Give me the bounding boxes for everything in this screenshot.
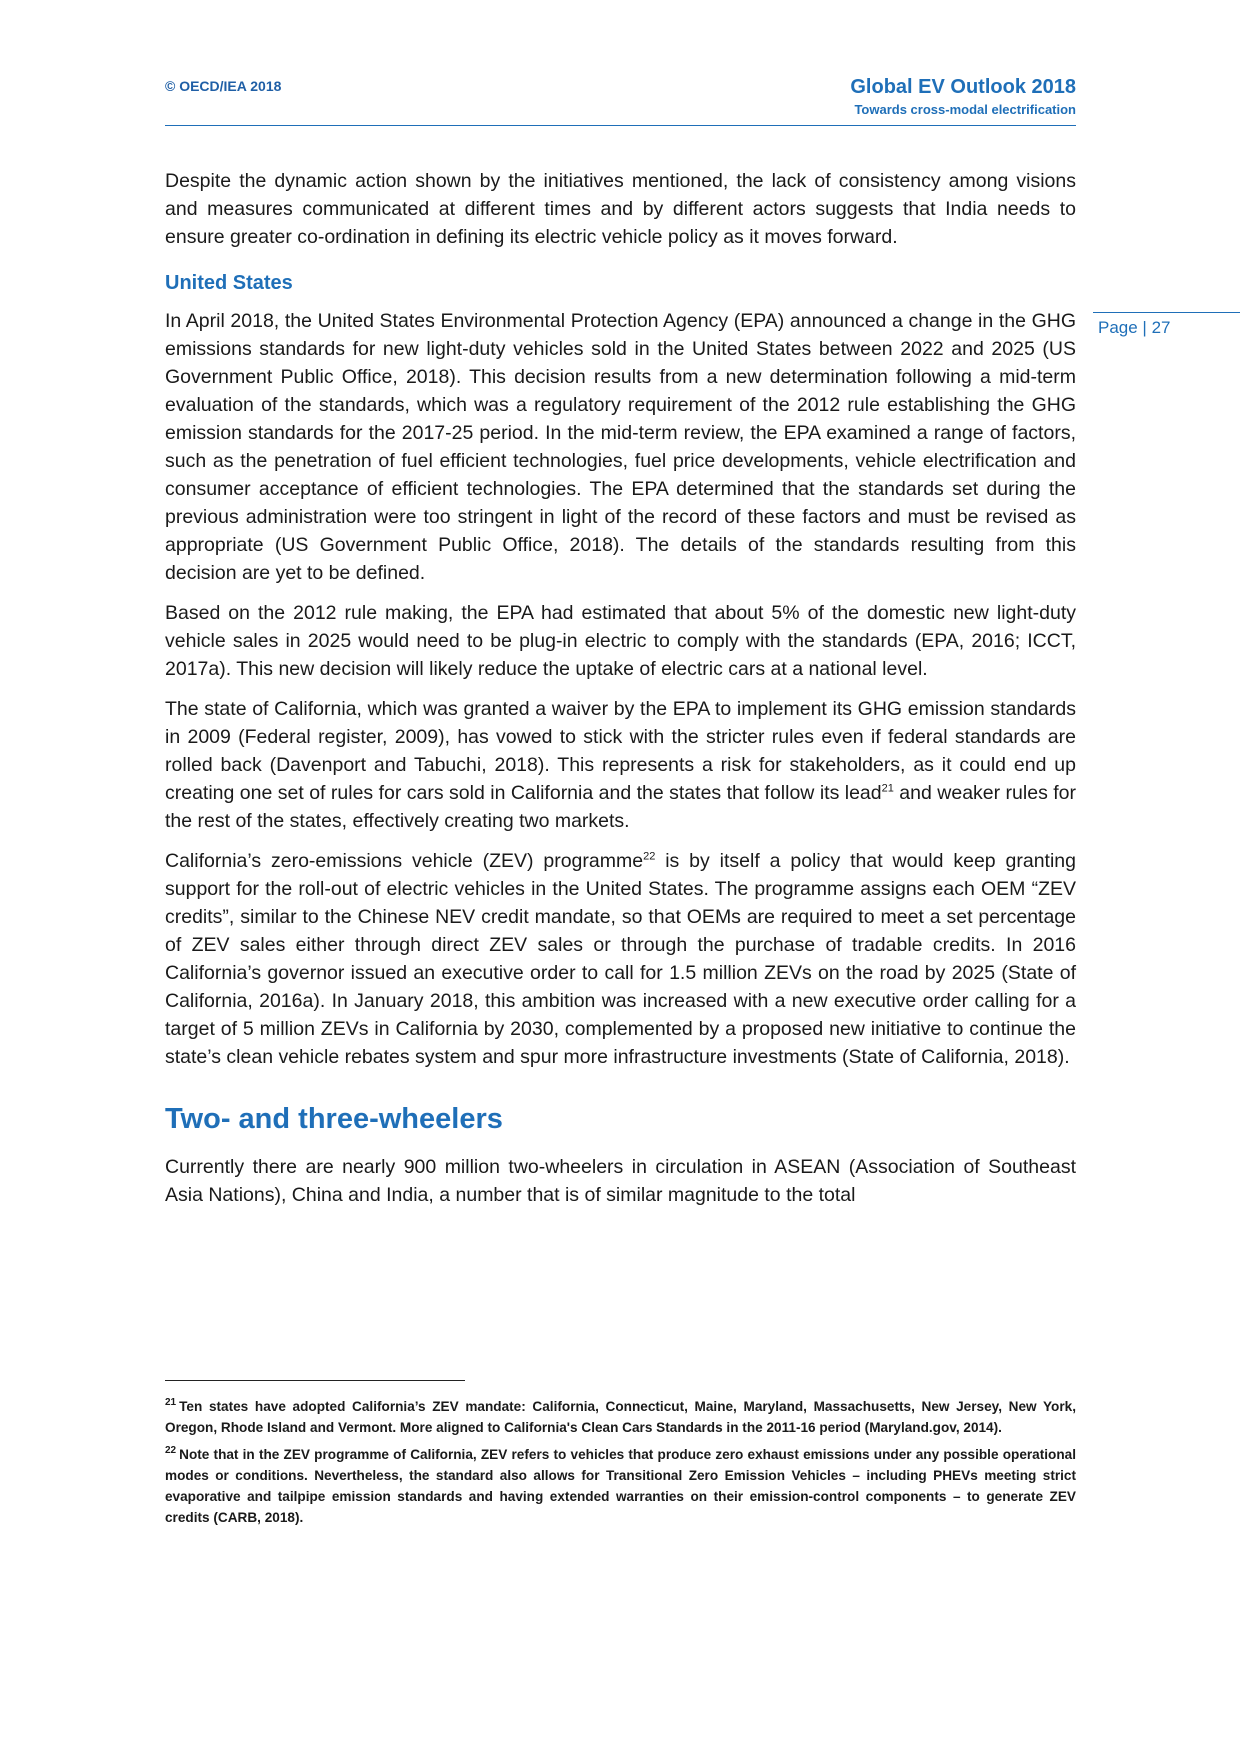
footnote-text: Note that in the ZEV programme of California, ZEV refers to vehicles that produce zero exhaust emissions under any possible operational modes or conditions. Nevertheless, the standard also allows for Transitional Zero Emission Vehicles – including PHEVs meeting strict evaporative and tailpipe emission standards and having extended warranties on their emission-control components – to generate ZEV credits (CARB, 2018). — [165, 1447, 1076, 1525]
page-number-divider — [1093, 312, 1240, 313]
footnote-22 — [165, 1444, 1076, 1528]
section-heading-two-three-wheelers: Two- and three-wheelers — [165, 1103, 503, 1135]
us-paragraph-4-text-a: California’s zero-emissions vehicle (ZEV) programme — [165, 850, 644, 872]
page-number: Page | 27 — [1098, 318, 1171, 337]
us-paragraph-3-text-b: and weaker rules for the rest of the states, effectively creating two markets. — [165, 782, 1077, 832]
footnote-ref-21[interactable]: 21 — [881, 782, 894, 795]
us-paragraph-4-text-b: is by itself a policy that would keep granting support for the roll-out of electric vehicles in the United States. The programme assigns each OEM “ZEV credits”, similar to the Chinese NEV credit mandate, so that OEMs are required to meet a set percentage of ZEV sales either through direct ZEV sales or through the purchase of tradable credits. In 2016 California’s governor issued an executive order to call for 1.5 million ZEVs on the road by 2025 (State of California, 2016a). In January 2018, this ambition was increased with a new executive order calling for a target of 5 million ZEVs in California by 2030, complemented by a proposed new initiative to continue the state’s clean vehicle rebates system and spur more infrastructure investments (State of California, 2018). — [165, 850, 1076, 1068]
footnote-number: 22 — [165, 1445, 177, 1457]
footnote-ref-22[interactable]: 22 — [643, 850, 656, 863]
us-paragraph-1: In April 2018, the United States Environmental Protection Agency (EPA) announced a change in the GHG emissions standards for new light-duty vehicles sold in the United States between 2022 and 2025 (US Government Public Office, 2018). This decision results from a new determination following a mid-term evaluation of the standards, which was a regulatory requirement of the 2012 rule establishing the GHG emission standards for the 2017-25 period. In the mid-term review, the EPA examined a range of factors, such as the penetration of fuel efficient technologies, fuel price developments, vehicle electrification and consumer acceptance of efficient technologies. The EPA determined that the standards set during the previous administration were too stringent in light of the record of these factors and must be revised as appropriate (US Government Public Office, 2018). The details of the standards resulting from this decision are yet to be defined. — [165, 310, 1076, 584]
footnote-text: Ten states have adopted California’s ZEV mandate: California, Connecticut, Maine, Maryland, Massachusetts, New Jersey, New York, Oregon, Rhode Island and Vermont. More aligned to California's Clean Cars Standards in the 2011-16 period (Maryland.gov, 2014). — [165, 1399, 1076, 1435]
wheelers-paragraph-1: Currently there are nearly 900 million two-wheelers in circulation in ASEAN (Association of Southeast Asia Nations), China and India, a number that is of similar magnitude to the total — [165, 1156, 1076, 1206]
intro-paragraph: Despite the dynamic action shown by the initiatives mentioned, the lack of consistency among visions and measures communicated at different times and by different actors suggests that India needs to ensure greater co-ordination in defining its electric vehicle policy as it moves forward. — [165, 170, 1076, 248]
section-heading-united-states: United States — [165, 272, 293, 294]
running-header — [850, 74, 1076, 120]
us-paragraph-4 — [165, 847, 1076, 1071]
document-subtitle: Towards cross-modal electrification — [854, 102, 1076, 117]
document-title: Global EV Outlook 2018 — [850, 76, 1076, 98]
footnote-number: 21 — [165, 1397, 177, 1409]
us-paragraph-3-text-a: The state of California, which was granted a waiver by the EPA to implement its GHG emission standards in 2009 (Federal register, 2009), has vowed to stick with the stricter rules even if federal standards are rolled back (Davenport and Tabuchi, 2018). This represents a risk for stakeholders, as it could end up creating one set of rules for cars sold in California and the states that follow its lead — [165, 698, 1076, 804]
copyright-notice: © OECD/IEA 2018 — [165, 78, 282, 94]
us-paragraph-3 — [165, 695, 1076, 835]
header-divider — [165, 125, 1076, 126]
body-content — [165, 167, 1076, 1221]
footnotes — [165, 1396, 1076, 1534]
us-paragraph-2: Based on the 2012 rule making, the EPA had estimated that about 5% of the domestic new light-duty vehicle sales in 2025 would need to be plug-in electric to comply with the standards (EPA, 2016; ICCT, 2017a). This new decision will likely reduce the uptake of electric cars at a national level. — [165, 602, 1076, 680]
footnote-21 — [165, 1396, 1076, 1438]
footnote-divider — [165, 1380, 465, 1381]
